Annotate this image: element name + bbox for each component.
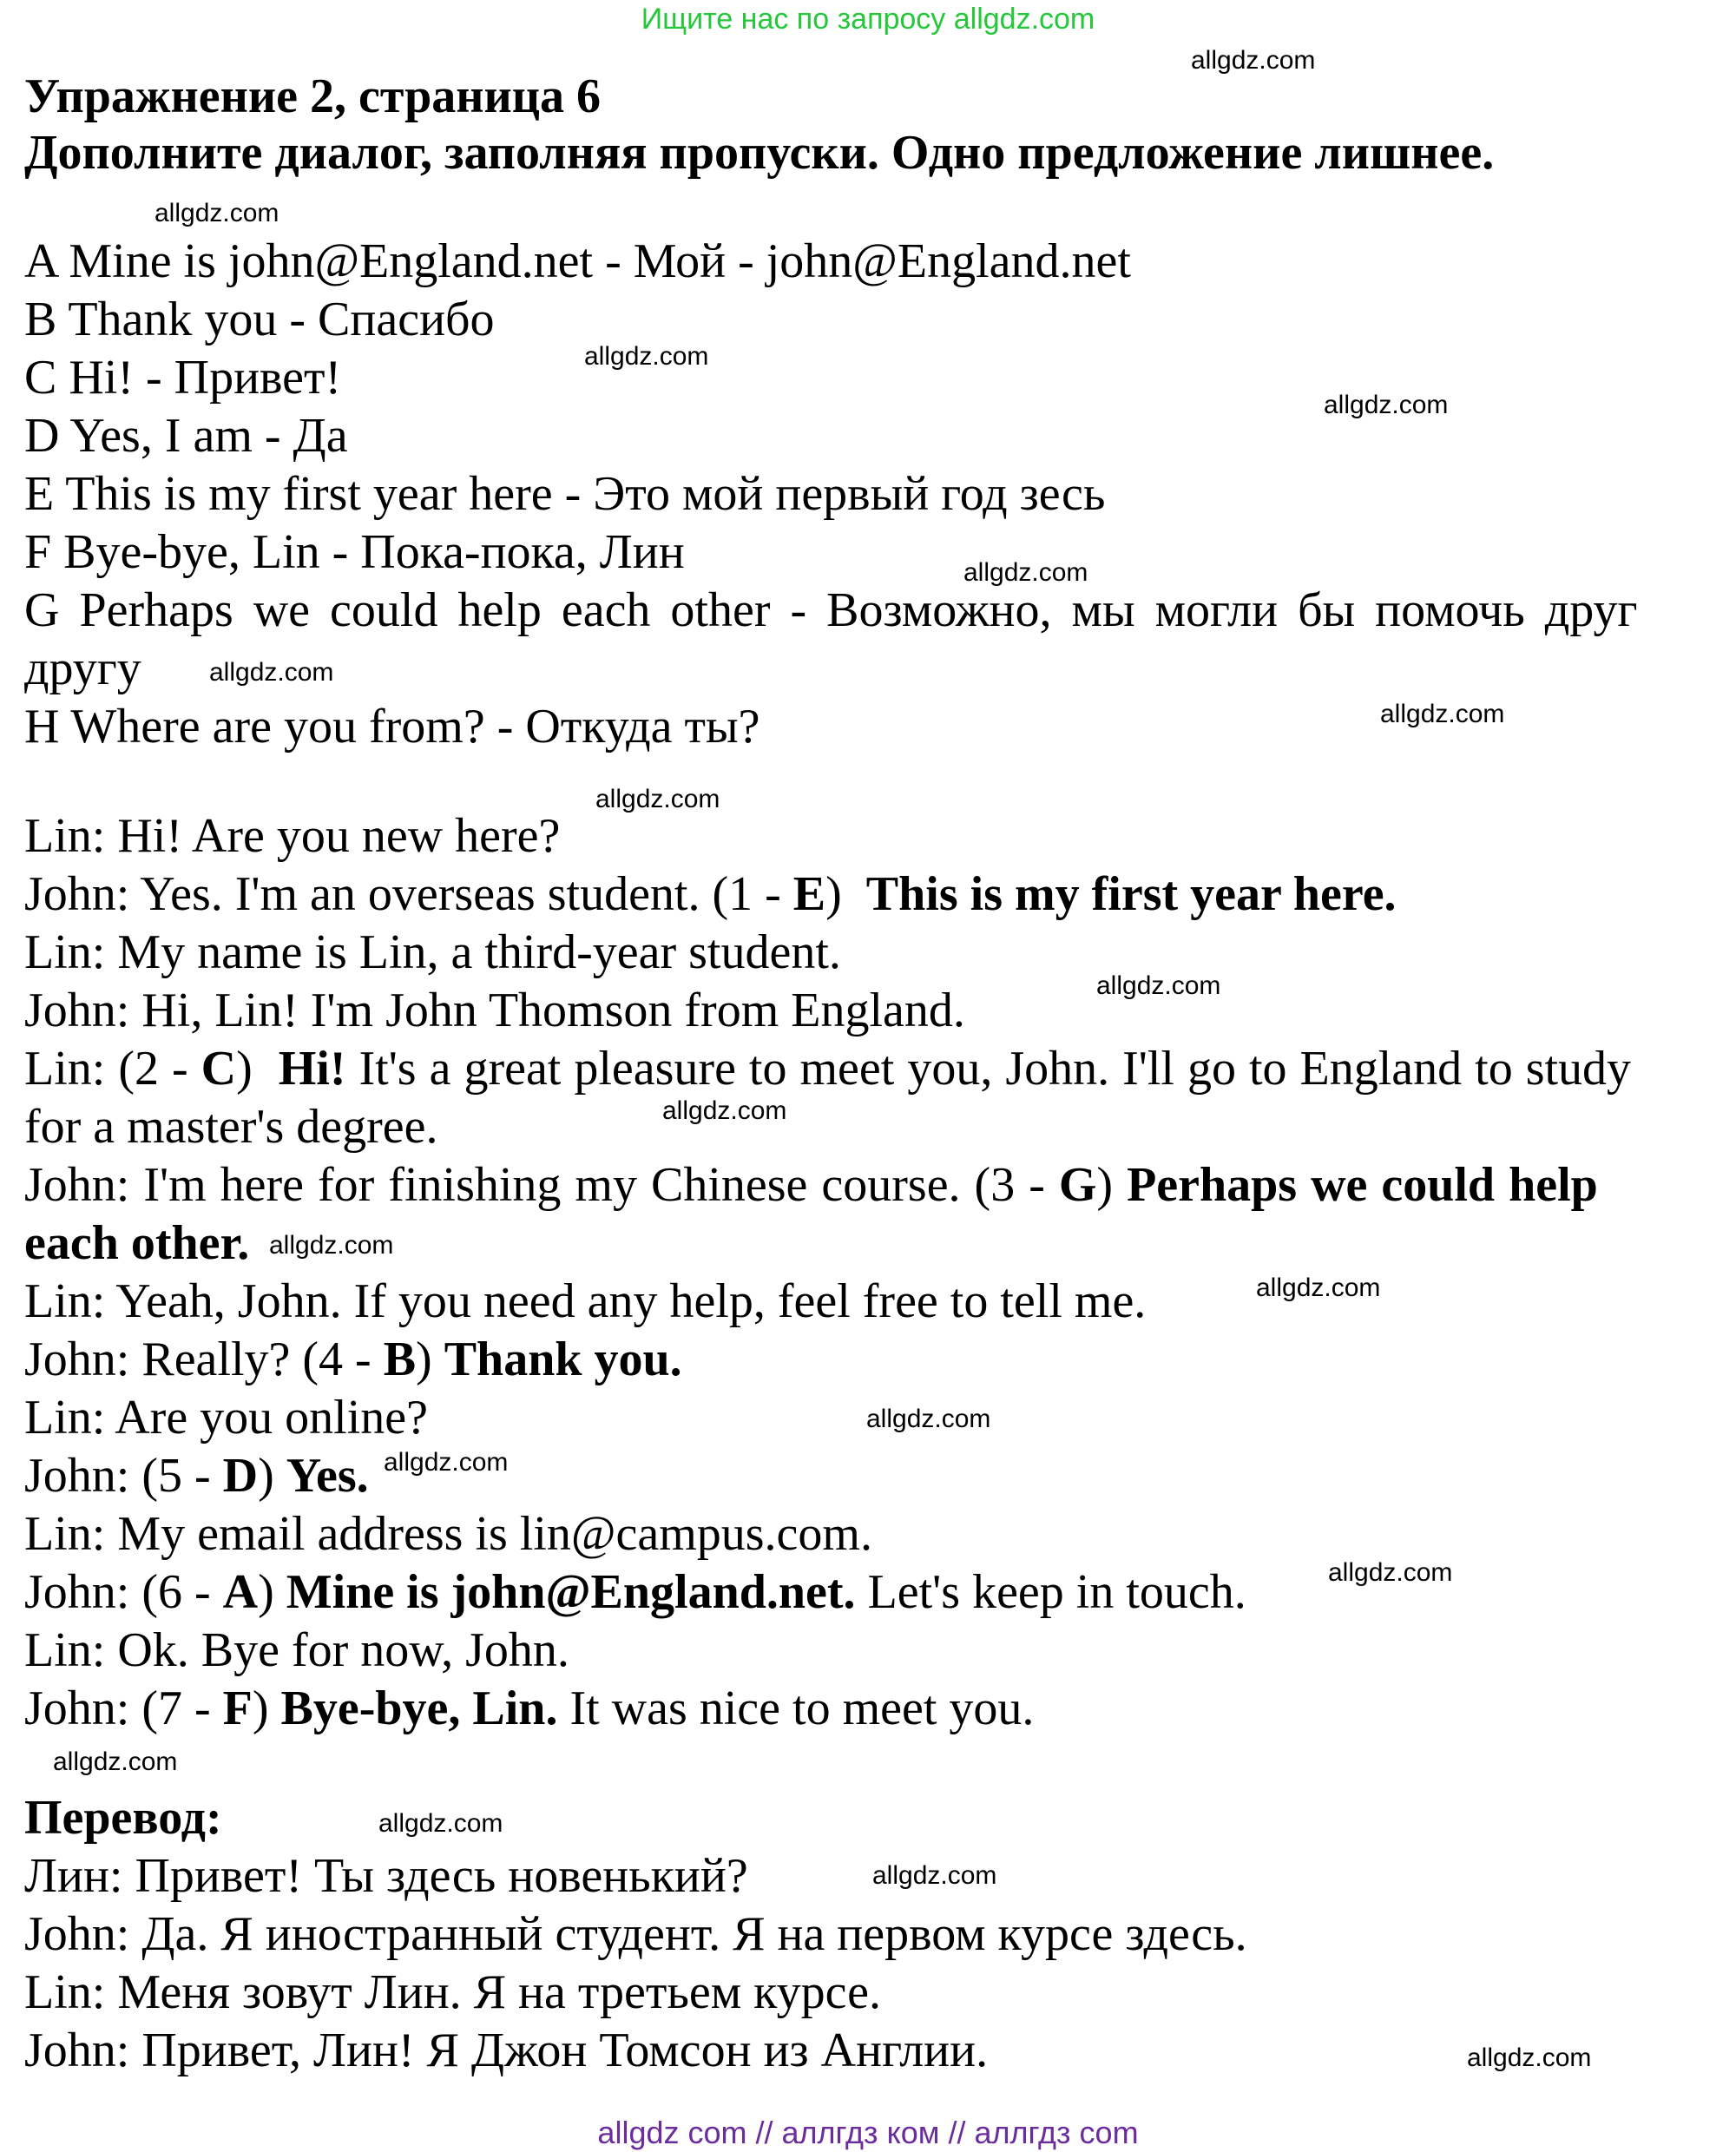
dialogue-line-6: for a master's degree. bbox=[24, 1100, 438, 1154]
option-c: C Hi! - Привет! bbox=[24, 351, 342, 405]
watermark: allgdz.com bbox=[595, 785, 720, 813]
top-banner: Ищите нас по запросу allgdz.com bbox=[641, 3, 1095, 36]
footer-watermark: allgdz com // аллгдз ком // аллгдз com bbox=[597, 2115, 1139, 2150]
dialogue-line-4: John: Hi, Lin! I'm John Thomson from England. bbox=[24, 984, 965, 1037]
answer-3: Perhaps we could help bbox=[1127, 1158, 1598, 1212]
dialogue-line-10: John: Really? (4 - B) Thank you. bbox=[24, 1333, 682, 1386]
answer-5: Yes. bbox=[286, 1449, 369, 1503]
watermark: allgdz.com bbox=[1324, 391, 1449, 419]
dialogue-line-12: John: (5 - D) Yes. bbox=[24, 1449, 369, 1503]
task-instruction: Дополните диалог, заполняя пропуски. Одно предложение лишнее. bbox=[24, 126, 1495, 180]
dialogue-line-1: Lin: Hi! Are you new here? bbox=[24, 809, 561, 863]
watermark: allgdz.com bbox=[1096, 971, 1221, 1000]
watermark: allgdz.com bbox=[269, 1231, 394, 1260]
exercise-title: Упражнение 2, страница 6 bbox=[24, 69, 602, 123]
dialogue-line-9: Lin: Yeah, John. If you need any help, feel free to tell me. bbox=[24, 1274, 1147, 1328]
translation-line-4: John: Привет, Лин! Я Джон Томсон из Англии. bbox=[24, 2024, 989, 2077]
option-b: B Thank you - Спасибо bbox=[24, 293, 495, 346]
watermark: allgdz.com bbox=[53, 1747, 178, 1776]
dialogue-line-11: Lin: Are you online? bbox=[24, 1391, 429, 1445]
dialogue-line-2: John: Yes. I'm an overseas student. (1 - E) This is my first year here. bbox=[24, 867, 1397, 921]
option-h: H Where are you from? - Откуда ты? bbox=[24, 700, 760, 754]
watermark: allgdz.com bbox=[209, 658, 334, 687]
answer-3-continued: each other. bbox=[24, 1216, 250, 1270]
watermark: allgdz.com bbox=[662, 1096, 787, 1125]
watermark: allgdz.com bbox=[1328, 1558, 1453, 1587]
translation-line-2: John: Да. Я иностранный студент. Я на первом курсе здесь. bbox=[24, 1907, 1247, 1961]
watermark: allgdz.com bbox=[872, 1861, 997, 1890]
watermark: allgdz.com bbox=[963, 558, 1088, 587]
watermark: allgdz.com bbox=[155, 199, 279, 227]
translation-heading: Перевод: bbox=[24, 1791, 222, 1845]
watermark: allgdz.com bbox=[866, 1405, 991, 1433]
option-g-continued: другу bbox=[24, 642, 141, 695]
dialogue-line-14: John: (6 - A) Mine is john@England.net. Let's keep in touch. bbox=[24, 1565, 1246, 1619]
answer-1: This is my first year here. bbox=[865, 867, 1397, 921]
option-g: G Perhaps we could help each other - Возможно, мы могли бы помочь друг bbox=[24, 583, 1638, 637]
watermark: allgdz.com bbox=[1191, 46, 1316, 75]
option-f: F Bye-bye, Lin - Пока-пока, Лин bbox=[24, 525, 685, 579]
dialogue-line-5: Lin: (2 - C) Hi! It's a great pleasure to meet you, John. I'll go to England to study bbox=[24, 1042, 1632, 1096]
dialogue-line-3: Lin: My name is Lin, a third-year student. bbox=[24, 925, 841, 979]
answer-7: Bye-bye, Lin. bbox=[280, 1681, 558, 1735]
option-e: E This is my first year here - Это мой первый год зесь bbox=[24, 467, 1106, 521]
answer-6: Mine is john@England.net. bbox=[286, 1565, 856, 1619]
dialogue-line-15: Lin: Ok. Bye for now, John. bbox=[24, 1623, 569, 1677]
watermark: allgdz.com bbox=[584, 342, 709, 371]
option-d: D Yes, I am - Да bbox=[24, 409, 348, 463]
watermark: allgdz.com bbox=[1467, 2043, 1592, 2072]
option-a: A Mine is john@England.net - Мой - john@England.net bbox=[24, 234, 1131, 288]
dialogue-line-7: John: I'm here for finishing my Chinese course. (3 - G) Perhaps we could help bbox=[24, 1158, 1598, 1212]
watermark: allgdz.com bbox=[1380, 700, 1505, 728]
watermark: allgdz.com bbox=[378, 1809, 503, 1838]
dialogue-line-16: John: (7 - F) Bye-bye, Lin. It was nice to meet you. bbox=[24, 1681, 1035, 1735]
translation-line-3: Lin: Меня зовут Лин. Я на третьем курсе. bbox=[24, 1965, 881, 2019]
answer-4: Thank you. bbox=[444, 1333, 682, 1386]
dialogue-line-13: Lin: My email address is lin@campus.com. bbox=[24, 1507, 872, 1561]
watermark: allgdz.com bbox=[384, 1448, 509, 1477]
translation-line-1: Лин: Привет! Ты здесь новенький? bbox=[24, 1849, 748, 1903]
dialogue-line-8 bbox=[24, 1214, 249, 1272]
watermark: allgdz.com bbox=[1256, 1273, 1381, 1302]
answer-2: Hi! bbox=[278, 1042, 346, 1096]
